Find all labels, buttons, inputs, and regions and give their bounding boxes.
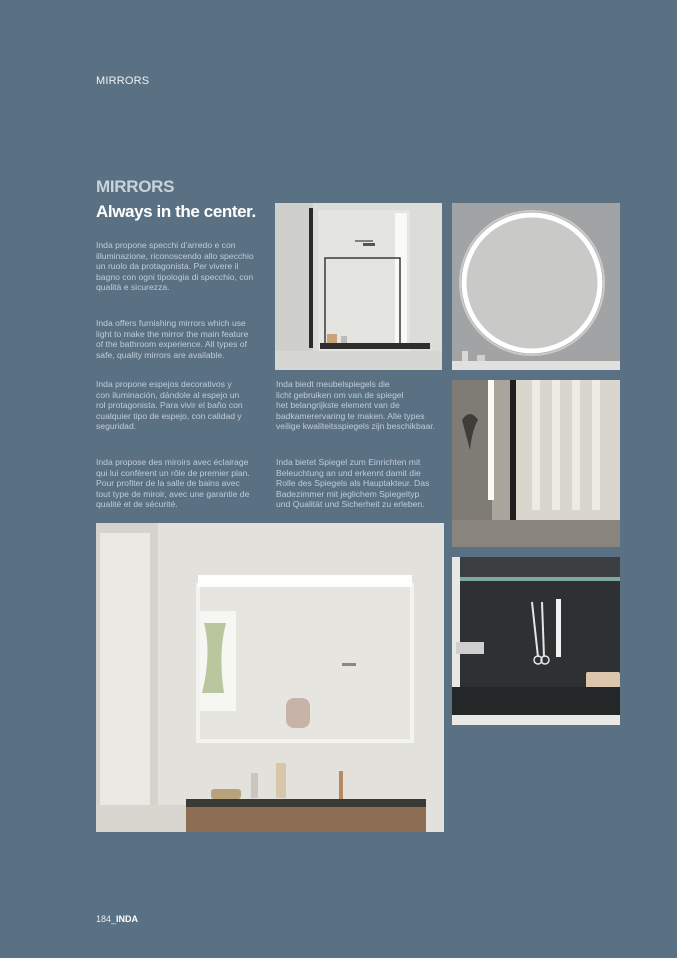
brand-name: INDA: [116, 914, 139, 924]
paragraph-french: Inda propose des miroirs avec éclairage qui lui confèrent un rôle de premier plan. Pour profiter de la salle de bains avec tout type de miroir, avec une garantie de qualité et de sécurité.: [96, 457, 250, 510]
page-number: 184_: [96, 914, 117, 924]
paragraph-spanish: Inda propone espejos decorativos y con iluminación, dándole al espejo un rol protagonista. Para vivir el baño con cualquier tipo de espejo, con calidad y seguridad.: [96, 379, 243, 432]
photo-mirror-with-shelf: [275, 203, 442, 370]
paragraph-english: Inda offers furnishing mirrors which use light to make the mirror the main feature of the bathroom experience. All types of safe, quality mirrors are available.: [96, 318, 249, 360]
page-subtitle: Always in the center.: [96, 202, 256, 221]
page-title: MIRRORS: [96, 177, 175, 196]
section-label: MIRRORS: [96, 75, 150, 87]
page-footer: [96, 914, 138, 924]
photo-round-mirror: [452, 203, 620, 370]
photo-mirror-cabinet: [452, 557, 620, 725]
photo-mirror-light-strip: [452, 380, 620, 547]
paragraph-italian: Inda propone specchi d’arredo e con illuminazione, riconoscendo allo specchio un ruolo da protagonista. Per vivere il bagno con ogni tipologia di specchio, con qualità e sicurezza.: [96, 240, 254, 293]
paragraph-german: Inda bietet Spiegel zum Einrichten mit Beleuchtung an und erkennt damit die Rolle des Spiegels als Hauptakteur. Das Badezimmer mit jeglichem Spiegeltyp und Qualität und Sicherheit zu erleben.: [276, 457, 430, 510]
paragraph-dutch: Inda biedt meubelspiegels die licht gebruiken om van de spiegel het belangrijkste element van de badkamerervaring te maken. Alle types veilige kwaliteitsspiegels zijn beschikbaar.: [276, 379, 436, 432]
photo-rectangular-mirror-vanity: [96, 523, 444, 832]
